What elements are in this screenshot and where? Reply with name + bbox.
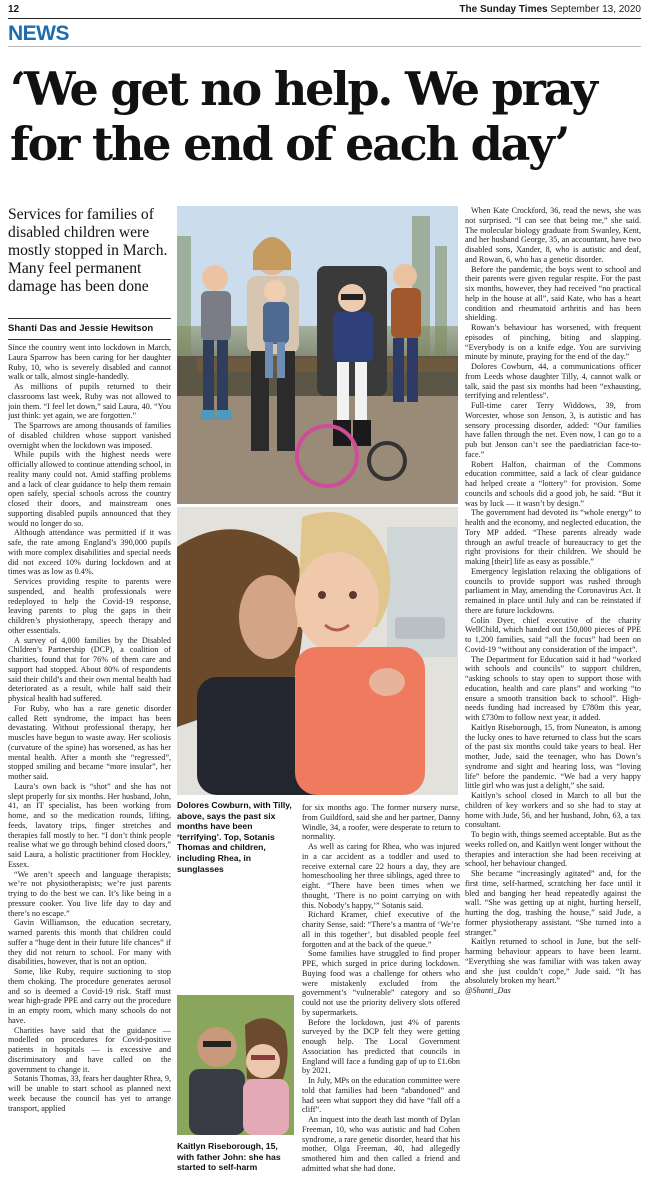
section-label: NEWS [8,22,69,45]
article-paragraph: Charities have said that the guidance — modelled on procedures for Covid-positive patients in hospitals — is excessive and discriminatory and have called on the government to change it. [8,1025,171,1074]
article-paragraph: Some, like Ruby, require suctioning to stop them choking. The procedure generates aerosol and so is deemed a Covid-19 risk. Staff must wear high-grade PPE and carry out the procedure in an empty room, which many schools do not have. [8,967,171,1025]
article-paragraph: For Ruby, who has a rare genetic disorder called Rett syndrome, the impact has been devastating. Without professional therapy, her muscles have begun to waste away. Her scoliosis (curvature of the spine) has worsened, as has her mental health. After a month she “regressed”, stopped smiling and became “more insular”, her mother said. [8,703,171,781]
page-header [8,4,641,18]
article-paragraph: Kaitlyn’s school closed in March to all but the children of key workers and so she had to stay at home with Jude, 56, and her husband, John, 63, a tax consultant. [465,791,641,830]
paper-name: The Sunday Times [459,4,548,15]
article-paragraph: Kaitlyn Riseborough, 15, from Nuneaton, is among the lucky ones to have returned to class but the scars of the past six months could take years to heal. Her mother, Jude, said the teenager, who has Down’s syndrome and sight and hearing loss, was “loving life” before the pandemic. “We had a very happy little girl who was just a delight,” she said. [465,722,641,791]
article-paragraph: Laura’s own back is “shot” and she has not slept properly for six months. Her husband, John, 41, an IT specialist, has been working from home, and so the medication rounds, lifting, feeds, lavatory trips, finger stretches and therapies fall mostly to her. “I don’t think people realise what we go through behind closed doors,” said Laura, a holistic practitioner from Hockley, Essex. [8,781,171,869]
article-column-2 [302,803,460,1195]
mother-child-photo [177,507,458,795]
family-photo-illustration [177,206,458,504]
photo-caption-small: Kaitlyn Riseborough, 15, with father John: she has started to self-harm [177,1141,281,1173]
article-paragraph: Although attendance was permitted if it was safe, the rate among England’s 390,000 pupils with more complex disabilities and special needs did not exceed 10% during lockdown and at times was as low as 0.4%. [8,528,171,577]
article-paragraph: Emergency legislation relaxing the obligations of councils to provide support was rushed through parliament in May, amending the Coronavirus Act. It remained in place until July and can be reinstated if there are future lockdowns. [465,566,641,615]
article-paragraph: Rowan’s behaviour has worsened, with frequent episodes of pinching, biting and slapping. “Everybody is on a knife edge. You are surviving minute by minute, praying for the end of the day.” [465,323,641,362]
photo-caption-main: Dolores Cowburn, with Tilly, above, says the past six months have been ‘terrifying’. Top, Sotanis Thomas and children, including Rhea, in sunglasses [177,800,292,874]
article-paragraph: An inquest into the death last month of Dylan Freeman, 10, who was autistic and had Cohen syndrome, a rare genetic disorder, heard that his mother, Olga Freeman, 40, had allegedly smothered him and then called a friend and admitted what she had done. [302,1115,460,1173]
page-number: 12 [8,4,20,15]
family-photo [177,206,458,504]
article-paragraph: Dolores Cowburn, 44, a communications officer from Leeds whose daughter Tilly, 4, cannot walk or talk, said the past six months had been “exhausting, terrifying and relentless”. [465,362,641,401]
article-paragraph: The Department for Education said it had “worked with schools and councils” to support children, “asking schools to stay open to support those with education, health and care plans” and working “to ensure a smooth transition back to school”. High-needs funding had increased by £780m this year, with £730m to follow next year, it added. [465,654,641,722]
article-paragraph: To begin with, things seemed acceptable. But as the weeks rolled on, and Kaitlyn went longer without the therapies and interaction she had been receiving at school, her behaviour changed. [465,830,641,869]
byline: Shanti Das and Jessie Hewitson [8,323,154,334]
standfirst-rule [8,318,171,319]
article-paragraph: Some families have struggled to find proper PPE, which surged in price during lockdown. Buying food was a challenge for others who were mistakenly excluded from the government’s “vulnerable” category and so could not use the priority delivery slots offered by supermarkets. [302,949,460,1017]
article-paragraph: @Shanti_Das [465,986,511,995]
byline-rule [8,339,171,340]
article-paragraph: As millions of pupils returned to their classrooms last week, Ruby was not allowed to join them. “I feel let down,” said Laura, 40. “You just think: yet again, we are forgotten.” [8,382,171,421]
header-rule [8,18,641,19]
mother-child-illustration [177,507,458,795]
article-paragraph: “We aren’t speech and language therapists; we’re not physiotherapists; we’re just parents trying to do the best we can. It’s like being in a pressure cooker. You live life day to day and there’s no escape.” [8,869,171,918]
article-paragraph: When Kate Crockford, 36, read the news, she was not surprised. “I can see that being me,” she said. The molecular biology graduate from Swanley, Kent, and her husband George, 35, an accountant, have two disabled sons, Xander, 8, who is autistic and deaf, and Rowan, 6, who has a genetic disorder. [465,206,641,264]
kaitlyn-photo-illustration [177,995,294,1135]
kaitlyn-photo [177,995,294,1135]
article-paragraph: A survey of 4,000 families by the Disabled Children’s Partnership (DCP), a coalition of charities, found that for 76% of them care and support had stopped. About 80% of respondents said their child’s and their own mental health had deteriorated as a result, while half said their physical health had suffered. [8,635,171,703]
headline: ‘We get no help. We pray for the end of each day’ [10,62,596,171]
article-paragraph: for six months ago. The former nursery nurse, from Guildford, said she and her partner, Danny Windle, 34, a roofer, were desperate to return to normality. [302,803,460,842]
article-paragraph: Since the country went into lockdown in March, Laura Sparrow has been caring for her daughter Ruby, 10, who is severely disabled and cannot walk or talk, almost single-handedly. [8,343,171,382]
article-column-1 [8,343,171,1195]
article-column-3 [465,206,641,1195]
article-paragraph: Sotanis Thomas, 33, fears her daughter Rhea, 9, will be unable to start school as planned next week because the council has yet to arrange transport, applied [8,1074,171,1113]
article-paragraph: While pupils with the highest needs were officially allowed to continue attending school, in reality many could not. Amid staffing problems and a lack of clear guidance to help them remain open safely, special schools across the country closed their doors, and mainstream ones supporting disabled pupils announced that they would no longer do so. [8,450,171,528]
article-paragraph: Gavin Williamson, the education secretary, warned parents this month that children could suffer a “huge dent in their future life chances” if they did not return to school. For many with disabilities, however, that is not an option. [8,918,171,967]
article-paragraph: The government had devoted its “whole energy” to health and the economy, and neglected education, the Tory MP added. “These parents already wade through an awful treacle of bureaucracy to get the right provisions for their children. We should be making [their] life as easy as possible.” [465,508,641,566]
article-paragraph: Services providing respite to parents were suspended, and health professionals were redeployed to help the Covid-19 response, leaving parents to plug the gaps in their children’s physiotherapy, speech therapy and other essentials. [8,577,171,635]
article-paragraph: The Sparrows are among thousands of families of disabled children whose support vanished overnight when the lockdown was imposed. [8,421,171,450]
issue-date: September 13, 2020 [550,4,641,15]
article-paragraph: As well as caring for Rhea, who was injured in a car accident as a toddler and used to receive external care 22 hours a day, they are homeschooling her three siblings, aged three to eight. “There have been times when we thought, ‘There is no point carrying on with this. Nobody’s happy,’” Sotanis said. [302,842,460,910]
article-paragraph: Colin Dyer, chief executive of the charity WellChild, which handed out 150,000 pieces of PPE to 1,200 families, said “all the focus” had been on Covid-19 “without any consideration of the impact”. [465,615,641,654]
masthead-dateline [459,4,641,15]
article-paragraph: Before the lockdown, just 4% of parents surveyed by the DCP felt they were getting enough help. The Local Government Association has predicted that councils in England will face a funding gap of up to £1.6bn by 2021. [302,1017,460,1076]
article-paragraph: She became “increasingly agitated” and, for the first time, self-harmed, scratching her face until it bled and banging her head repeatedly against the wall. “She was getting up at night, hurting herself, hurting the dog, trashing the house,” said Jude, a former physiotherapy assistant. “She turned into a stranger.” [465,869,641,937]
article-paragraph: Full-time carer Terry Widdows, 39, from Worcester, whose son Jenson, 3, is autistic and has sensory processing disorder, added: “Our families have fallen through the net. Even now, I can go to a pub but Jenson can’t see the paediatrician face-to-face.” [465,401,641,459]
article-paragraph: Richard Kramer, chief executive of the charity Sense, said: “There’s a mantra of ‘We’re all in this together’, but disabled people feel forgotten and at the back of the queue.” [302,910,460,949]
article-paragraph: Kaitlyn returned to school in June, but the self-harming behaviour appears to have been learnt. “Everything she was familiar with was taken away and she just couldn’t cope,” Jude said. “It has absolutely broken my heart.” [465,937,641,986]
article-paragraph: Before the pandemic, the boys went to school and their parents were given regular respite. For the past six months, however, they had received “no practical help in the house at all”, said Kate, who has a heart condition and rheumatoid arthritis and has been shielding. [465,264,641,323]
article-paragraph: In July, MPs on the education committee were told that families had been “abandoned” and had seen what support they did have “fall off a cliff”. [302,1076,460,1115]
section-rule [8,46,641,47]
standfirst: Services for families of disabled children were mostly stopped in March. Many feel permanent damage has been done [8,206,168,295]
article-paragraph: Robert Halfon, chairman of the Commons education committee, said a lack of clear guidance had helped create a “lottery” for provision. Some councils and schools did a good job, he said. “But it was by luck — it wasn’t by design.” [465,459,641,508]
